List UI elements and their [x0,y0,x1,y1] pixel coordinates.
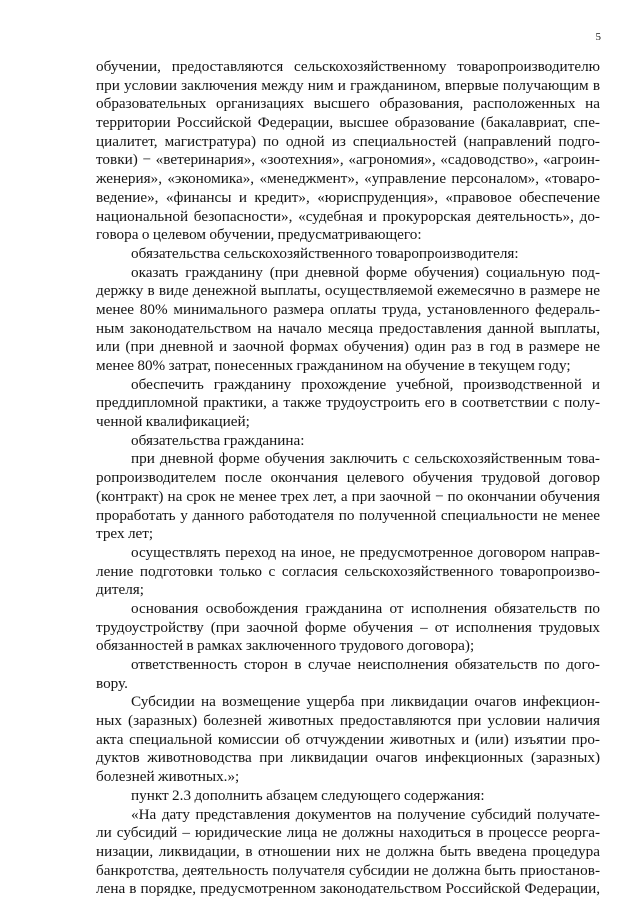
text-line: пункт 2.3 дополнить абзацем следующего содержания: [131,786,485,804]
text-line: образовательных организациях высшего образования, расположенных на [96,95,600,113]
text-line: товки) − «ветеринария», «зоотехния», «агрономия», «садоводство», «агроин- [96,151,600,169]
text-line: болезней животных.»; [96,768,240,786]
text-line: дуктов животноводства при ликвидации очагов инфекционных (заразных) [96,749,600,767]
text-line: низации, ликвидации, в отношении них не должна быть введена процедура [96,842,600,860]
text-line: менее 80% минимального размера оплаты труда, установленного федераль- [96,300,600,318]
text-line: дителя; [96,581,145,599]
text-line: банкротства, деятельность получателя субсидии не должна быть приостанов- [96,861,600,879]
text-line: оказать гражданину (при дневной форме обучения) социальную под- [131,263,600,281]
text-line: при условии заключения между ним и гражданином, впервые получающим в [96,76,600,94]
text-line: женерия», «экономика», «менеджмент», «управление персоналом», «товаро- [96,170,600,188]
text-line: обязательства гражданина: [131,431,305,449]
text-line: ответственность сторон в случае неисполнения обязательств по дого- [131,656,600,673]
text-line: говора о целевом обучении, предусматривающего: [96,226,422,244]
text-line: обязанностей в рамках заключенного трудового договора); [96,637,475,655]
text-line: территории Российской Федерации, высшее образование (бакалавриат, спе- [96,114,600,132]
text-line: ных (заразных) болезней животных предоставляются при условии наличия [96,712,600,730]
text-line: ным законодательством на начало месяца предоставления данной выплаты, [96,319,600,337]
document-body [96,58,600,899]
text-line: ченной квалификацией; [96,413,250,431]
text-line: лена в порядке, предусмотренном законодательством Российской Федерации, [96,880,600,898]
text-line: циалитет, магистратура) по одной из специальностей (направлений подго- [96,132,600,150]
text-line: (контракт) на срок не менее трех лет, а при заочной − по окончании обучения [96,487,600,505]
text-line: «На дату представления документов на получение субсидий получате- [131,805,600,823]
text-line: осуществлять переход на иное, не предусмотренное договором направ- [131,543,600,561]
text-line: трех лет; [96,525,154,543]
text-line: национальной безопасности», «судебная и прокурорская деятельность», до- [96,207,600,225]
text-line: Субсидии на возмещение ущерба при ликвидации очагов инфекцион- [131,693,600,711]
text-line: проработать у данного работодателя по полученной специальности не менее [96,506,600,524]
text-line: или (при дневной и заочной формах обучения) один раз в год в размере не [96,338,600,356]
text-line: трудоустройству (при заочной форме обучения – от исполнения трудовых [96,618,600,636]
text-line: вору. [96,674,128,692]
page-number: 5 [595,31,601,43]
text-line: держку в виде денежной выплаты, осуществляемой ежемесячно в размере не [96,282,600,300]
text-line: менее 80% затрат, понесенных гражданином на обучение в текущем году; [96,357,571,374]
text-line: ведение», «финансы и кредит», «юриспруденция», «правовое обеспечение [96,188,600,206]
text-line: обеспечить гражданину прохождение учебной, производственной и [131,375,600,393]
text-line: акта специальной комиссии об отчуждении животных и (или) изъятии про- [96,730,600,748]
text-line: ли субсидий – юридические лица не должны находиться в процессе реорга- [96,824,600,842]
text-line: обучении, предоставляются сельскохозяйственному товаропроизводителю [96,58,600,75]
text-line: основания освобождения гражданина от исполнения обязательств по [131,599,600,617]
text-line: обязательства сельскохозяйственного товаропроизводителя: [131,244,519,262]
text-line: ропроизводителем после окончания целевого обучения трудовой договор [96,469,600,487]
text-line: ление подготовки только с согласия сельскохозяйственного товаропроизво- [96,562,600,580]
text-line: при дневной форме обучения заключить с сельскохозяйственным това- [131,450,600,468]
text-line: преддипломной практики, а также трудоустроить его в соответствии с полу- [96,394,600,412]
